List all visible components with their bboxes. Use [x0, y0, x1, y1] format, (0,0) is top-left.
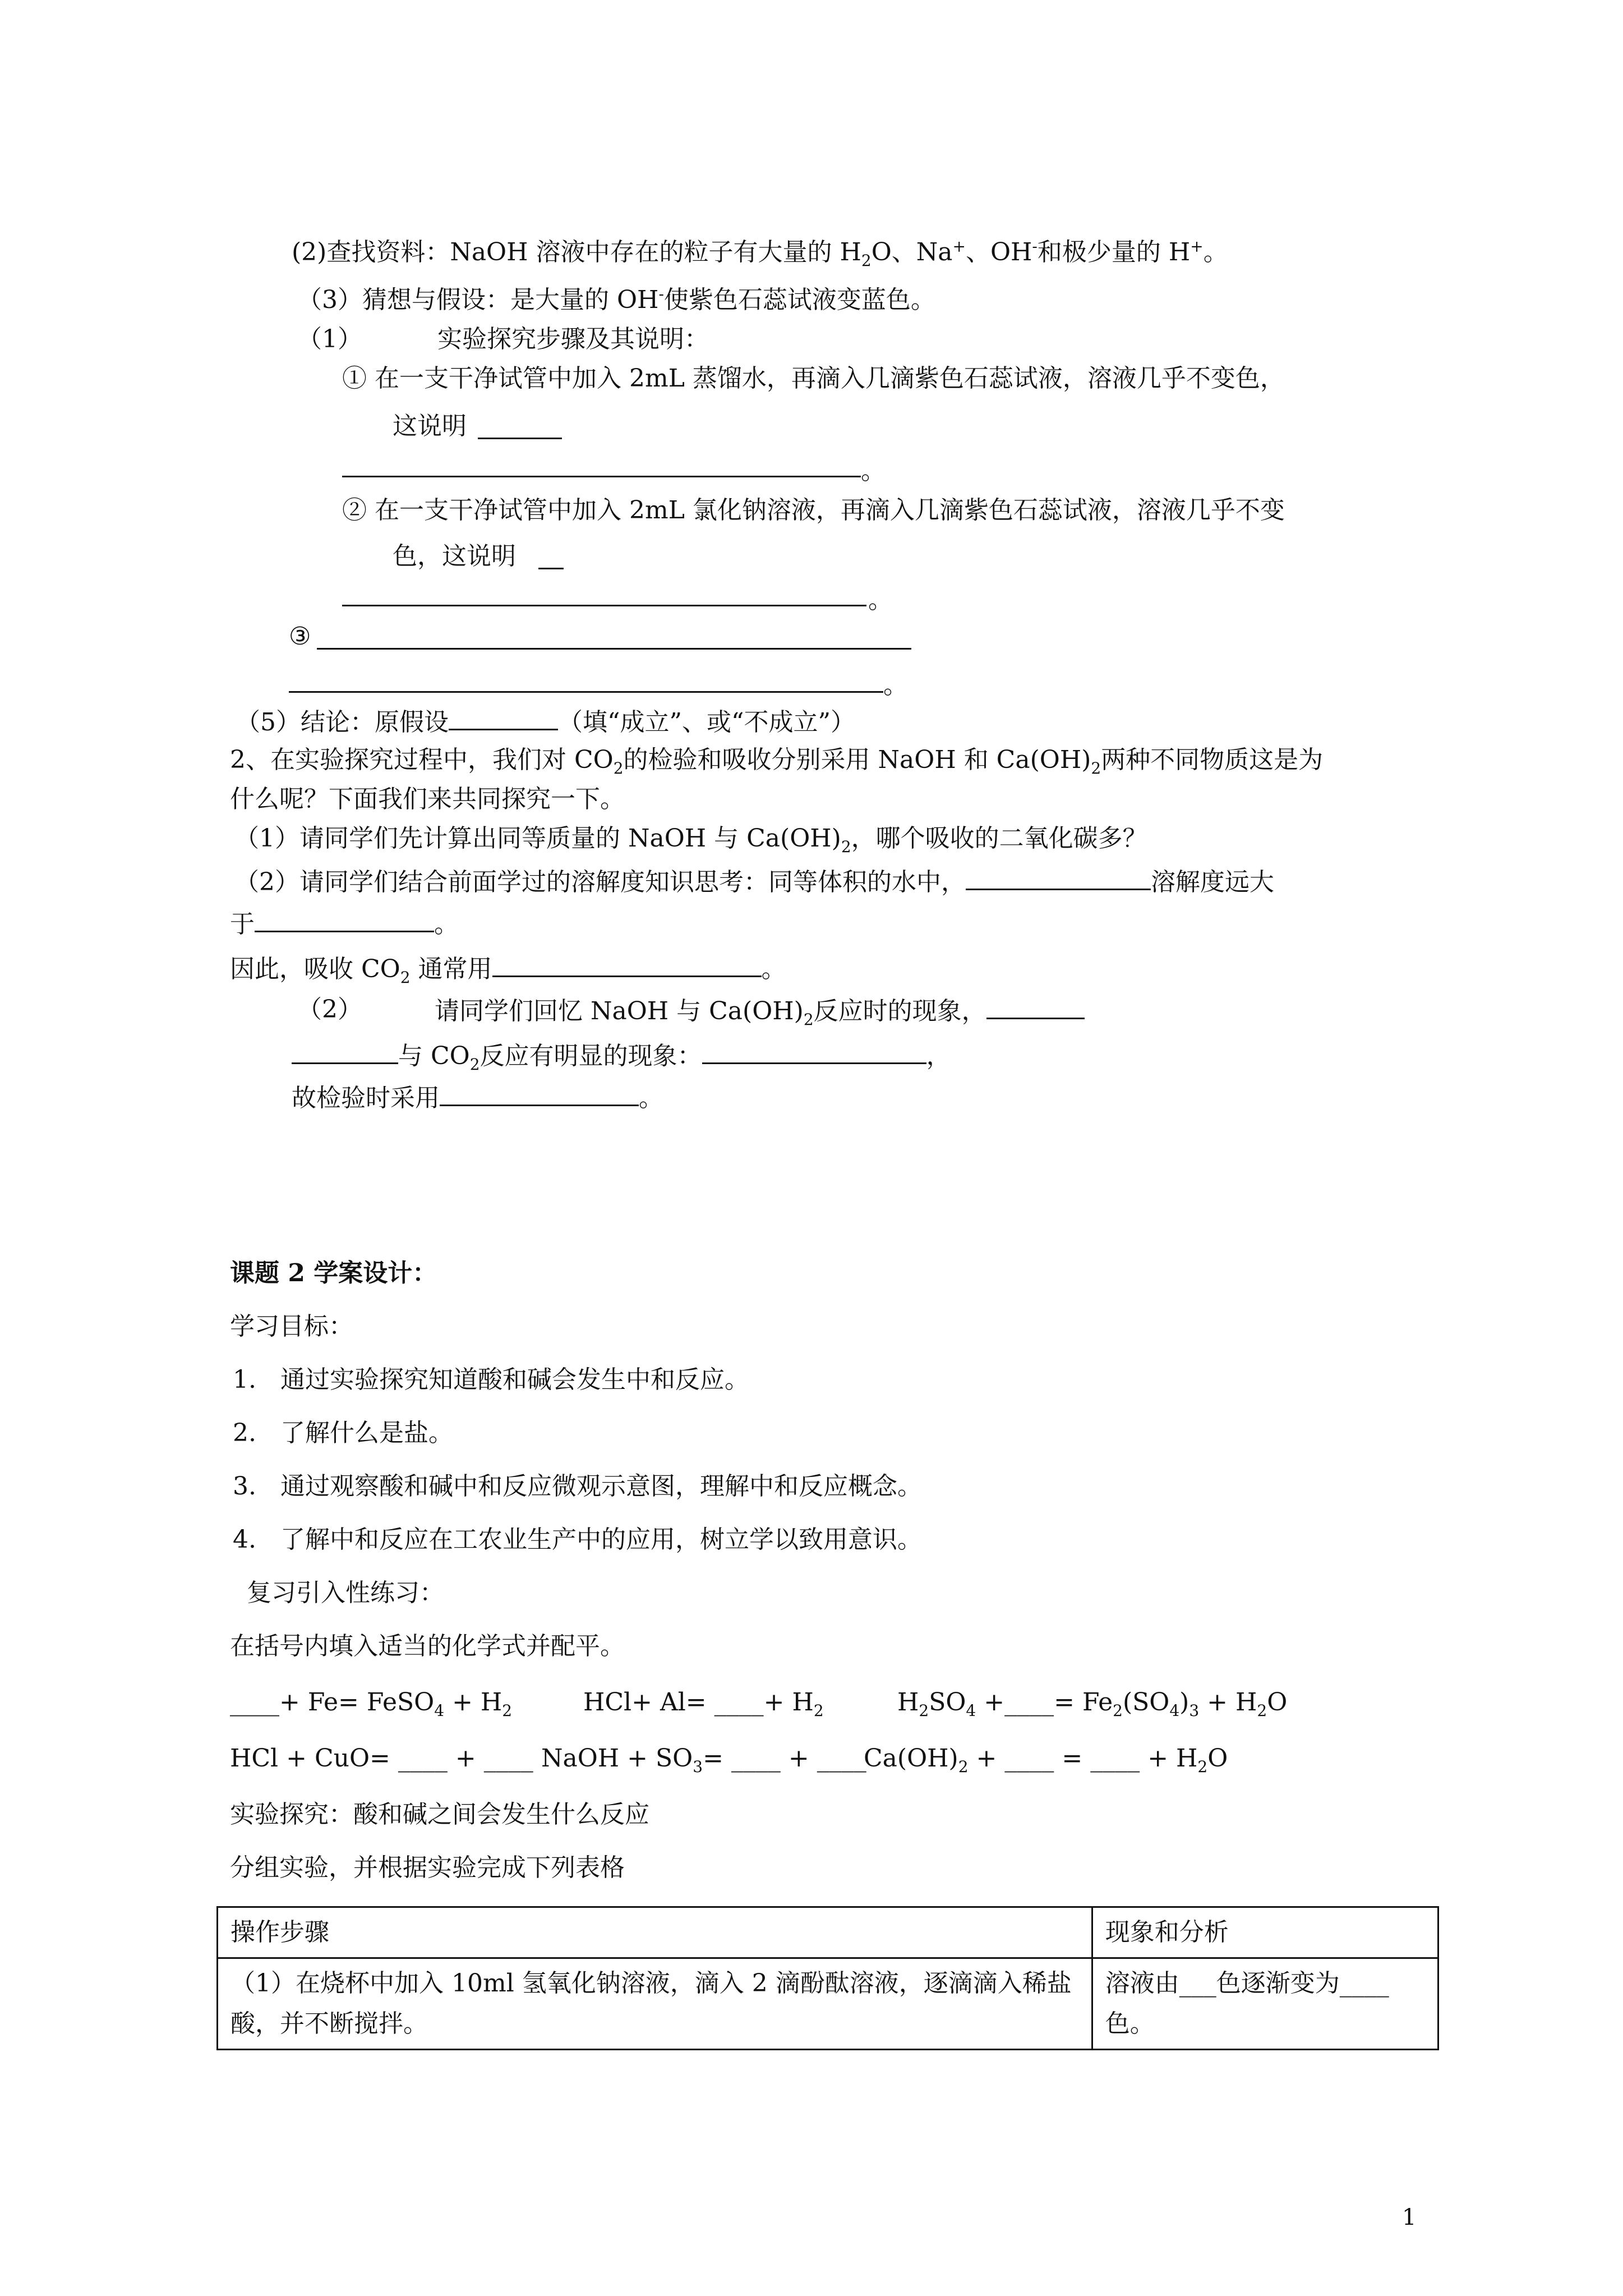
- equation-cuo: HCl + CuO= ____ + ____: [230, 1744, 533, 1773]
- equation-al: HCl+ Al= ____+ $H_2$: [583, 1688, 824, 1720]
- period: 。: [868, 586, 893, 614]
- goal-number: 2.: [233, 1419, 256, 1447]
- answer-blank[interactable]: [478, 438, 562, 439]
- absorb-line: 因此，吸收 $CO_2$ 通常用 。: [230, 951, 786, 986]
- answer-blank[interactable]: [440, 1080, 639, 1106]
- answer-blank[interactable]: ____: [230, 1688, 279, 1717]
- goal-text: 通过实验探究知道酸和碱会发生中和反应。: [280, 1365, 749, 1394]
- step-1-text: ① 在一支干净试管中加入 2mL 蒸馏水，再滴入几滴紫色石蕊试液，溶液几乎不变色，: [342, 364, 1285, 393]
- question-recall-cont: 与 $CO_2$反应有明显的现象： ，: [292, 1038, 951, 1073]
- answer-blank[interactable]: ____: [483, 1744, 533, 1773]
- section2-intro: 2、在实验探究过程中，我们对 $CO_2$的检验和吸收分别采用 NaOH 和 $Ca(OH)_2$两种不同物质这是为: [230, 746, 1324, 777]
- step-3-number: ③: [289, 622, 311, 651]
- answer-blank[interactable]: [317, 648, 911, 650]
- answer-blank[interactable]: ____: [1004, 1744, 1054, 1773]
- question-recall-end: 故检验时采用 。: [292, 1080, 663, 1115]
- answer-blank[interactable]: [986, 993, 1085, 1019]
- review-label: 复习引入性练习：: [247, 1579, 444, 1607]
- goal-number: 1.: [233, 1365, 256, 1394]
- goals-label: 学习目标：: [230, 1312, 353, 1341]
- answer-blank[interactable]: [538, 568, 564, 569]
- line-hypothesis: （3）猜想与假设：是大量的 OH-使紫色石蕊试液变蓝色。: [297, 284, 935, 314]
- line-find-info: (2)查找资料：NaOH 溶液中存在的粒子有大量的 $H_2O$、Na+、OH-和极少量的 H+。: [292, 237, 1228, 270]
- question-2: （2）请同学们结合前面学过的溶解度知识思考：同等体积的水中， 溶解度远大: [234, 864, 1274, 899]
- step-2-explain-label: 色，这说明: [393, 542, 516, 570]
- goal-text: 了解什么是盐。: [280, 1419, 453, 1447]
- page-number: 1: [1402, 2205, 1417, 2230]
- equation-h2so4: $H_2SO_4$ +____= $Fe_2(SO_4)_3 + H_2O$: [897, 1688, 1288, 1720]
- answer-blank[interactable]: ____: [1004, 1688, 1054, 1717]
- goal-number: 4.: [233, 1525, 256, 1554]
- answer-blank[interactable]: [702, 1038, 926, 1064]
- question-1: （1）请同学们先计算出同等质量的 NaOH 与 $Ca(OH)_2$，哪个吸收的二氧化碳多？: [234, 824, 1147, 856]
- answer-blank[interactable]: [292, 1038, 398, 1064]
- line-conclusion: （5）结论：原假设 （填“成立”、或“不成立”）: [236, 704, 855, 739]
- line-steps-title: 实验探究步骤及其说明：: [437, 325, 709, 353]
- goal-text: 了解中和反应在工农业生产中的应用，树立学以致用意识。: [280, 1525, 922, 1554]
- answer-blank[interactable]: [342, 605, 866, 606]
- answer-blank[interactable]: [255, 906, 434, 932]
- answer-blank[interactable]: ____: [714, 1688, 764, 1717]
- section2-intro-cont: 什么呢？下面我们来共同探究一下。: [230, 785, 625, 813]
- group-instruction: 分组实验，并根据实验完成下列表格: [230, 1853, 625, 1882]
- period: 。: [883, 671, 908, 700]
- equation-caoh2: $Ca(OH)_2$ + ____ = ____ + $H_2O$: [864, 1744, 1228, 1776]
- instruction: 在括号内填入适当的化学式并配平。: [230, 1632, 625, 1660]
- experiment-table: [216, 1906, 1439, 2050]
- line-steps-num: （1）: [297, 325, 362, 353]
- explore-heading: 实验探究：酸和碱之间会发生什么反应: [230, 1800, 649, 1829]
- table-header-row: [218, 1907, 1438, 1958]
- table-cell-step: （1）在烧杯中加入 10ml 氢氧化钠溶液，滴入 2 滴酚酞溶液，逐滴滴入稀盐酸，并不断搅拌。: [218, 1958, 1092, 2050]
- lesson-title: 课题 2 学案设计：: [230, 1259, 437, 1287]
- question-2-cont: 于 。: [230, 906, 459, 941]
- answer-blank[interactable]: ____: [1090, 1744, 1140, 1773]
- answer-blank[interactable]: ___: [1179, 1969, 1216, 1998]
- question-recall: 请同学们回忆 NaOH 与 $Ca(OH)_2$反应时的现象，: [435, 993, 1085, 1028]
- table-header-cell: 操作步骤: [218, 1907, 1092, 1958]
- table-row: [218, 1958, 1438, 2050]
- goal-number: 3.: [233, 1472, 256, 1501]
- answer-blank[interactable]: ____: [1339, 1969, 1389, 1998]
- table-header-cell: 现象和分析: [1092, 1907, 1438, 1958]
- answer-blank[interactable]: ____: [731, 1744, 781, 1773]
- table-cell-result: 溶液由___色逐渐变为____色。: [1092, 1958, 1438, 2050]
- question-recall-num: （2）: [297, 995, 362, 1024]
- equation-fe: ____+ Fe= FeSO$_4$ + $H_2$: [230, 1688, 513, 1720]
- goal-text: 通过观察酸和碱中和反应微观示意图，理解中和反应概念。: [280, 1472, 922, 1501]
- step-2-text: ② 在一支干净试管中加入 2mL 氯化钠溶液，再滴入几滴紫色石蕊试液，溶液几乎不变: [342, 496, 1285, 524]
- answer-blank[interactable]: ____: [817, 1744, 866, 1773]
- answer-blank[interactable]: [449, 704, 558, 730]
- equation-so3: NaOH + $SO_3=$ ____ + ____: [541, 1744, 866, 1776]
- step-1-explain-label: 这说明: [393, 412, 467, 440]
- period: 。: [861, 457, 886, 485]
- answer-blank[interactable]: ____: [398, 1744, 448, 1773]
- answer-blank[interactable]: [289, 691, 883, 693]
- answer-blank[interactable]: [966, 864, 1151, 890]
- answer-blank[interactable]: [492, 951, 762, 977]
- answer-blank[interactable]: [342, 476, 861, 477]
